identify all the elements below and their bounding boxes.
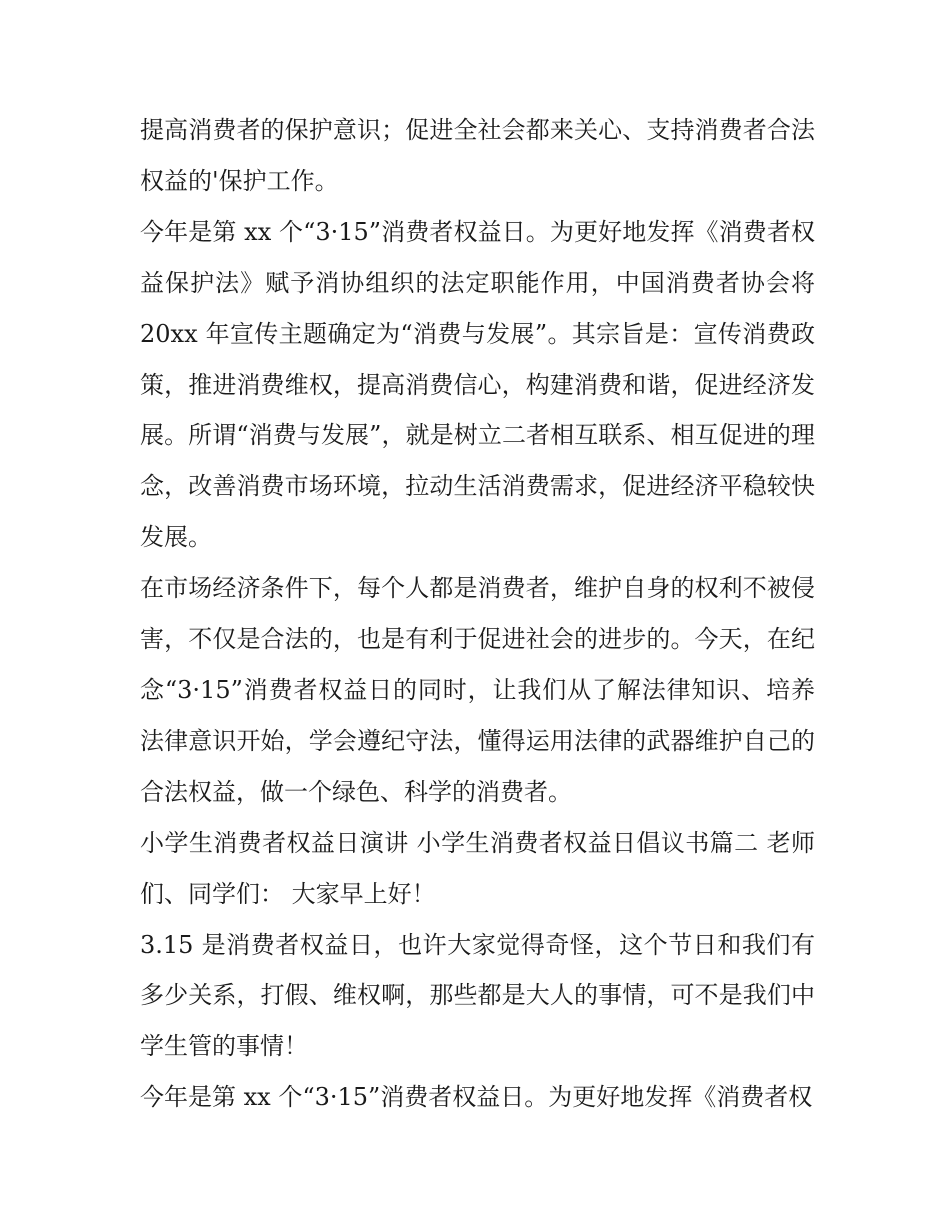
paragraph-speech-title-greeting: 小学生消费者权益日演讲 小学生消费者权益日倡议书篇二 老师们、同学们： 大家早上好！ xyxy=(140,828,815,908)
paragraph-market-economy: 在市场经济条件下，每个人都是消费者，维护自身的权利不被侵害，不仅是合法的，也是有利于促进社会的进步的。今天，在纪念“3·15”消费者权益日的同时，让我们从了解法律知识、培养法律意识开始，学会遵纪守法，懂得运用法律的武器维护自己的合法权益，做一个绿色、科学的消费者。 xyxy=(140,574,815,806)
paragraph-theme-consumption-development: 今年是第 xx 个“3·15”消费者权益日。为更好地发挥《消费者权益保护法》赋予消协组织的法定职能作用，中国消费者协会将 20xx 年宣传主题确定为“消费与发展”。其宗旨是：宣传消费政策，推进消费维权，提高消费信心，构建消费和谐，促进经济发展。所谓“消费与发展”，就是树立二者相互联系、相互促进的理念，改善消费市场环境，拉动生活消费需求，促进经济平稳较快发展。 xyxy=(140,217,815,552)
document-body xyxy=(140,105,815,1123)
paragraph-theme-repeat: 今年是第 xx 个“3·15”消费者权益日。为更好地发挥《消费者权 xyxy=(140,1083,813,1112)
paragraph-protection-awareness: 提高消费者的保护意识；促进全社会都来关心、支持消费者合法权益的'保护工作。 xyxy=(140,116,815,195)
paragraph-consumer-day-students: 3.15 是消费者权益日，也许大家觉得奇怪，这个节日和我们有多少关系，打假、维权啊，那些都是大人的事情，可不是我们中学生管的事情！ xyxy=(140,930,815,1061)
